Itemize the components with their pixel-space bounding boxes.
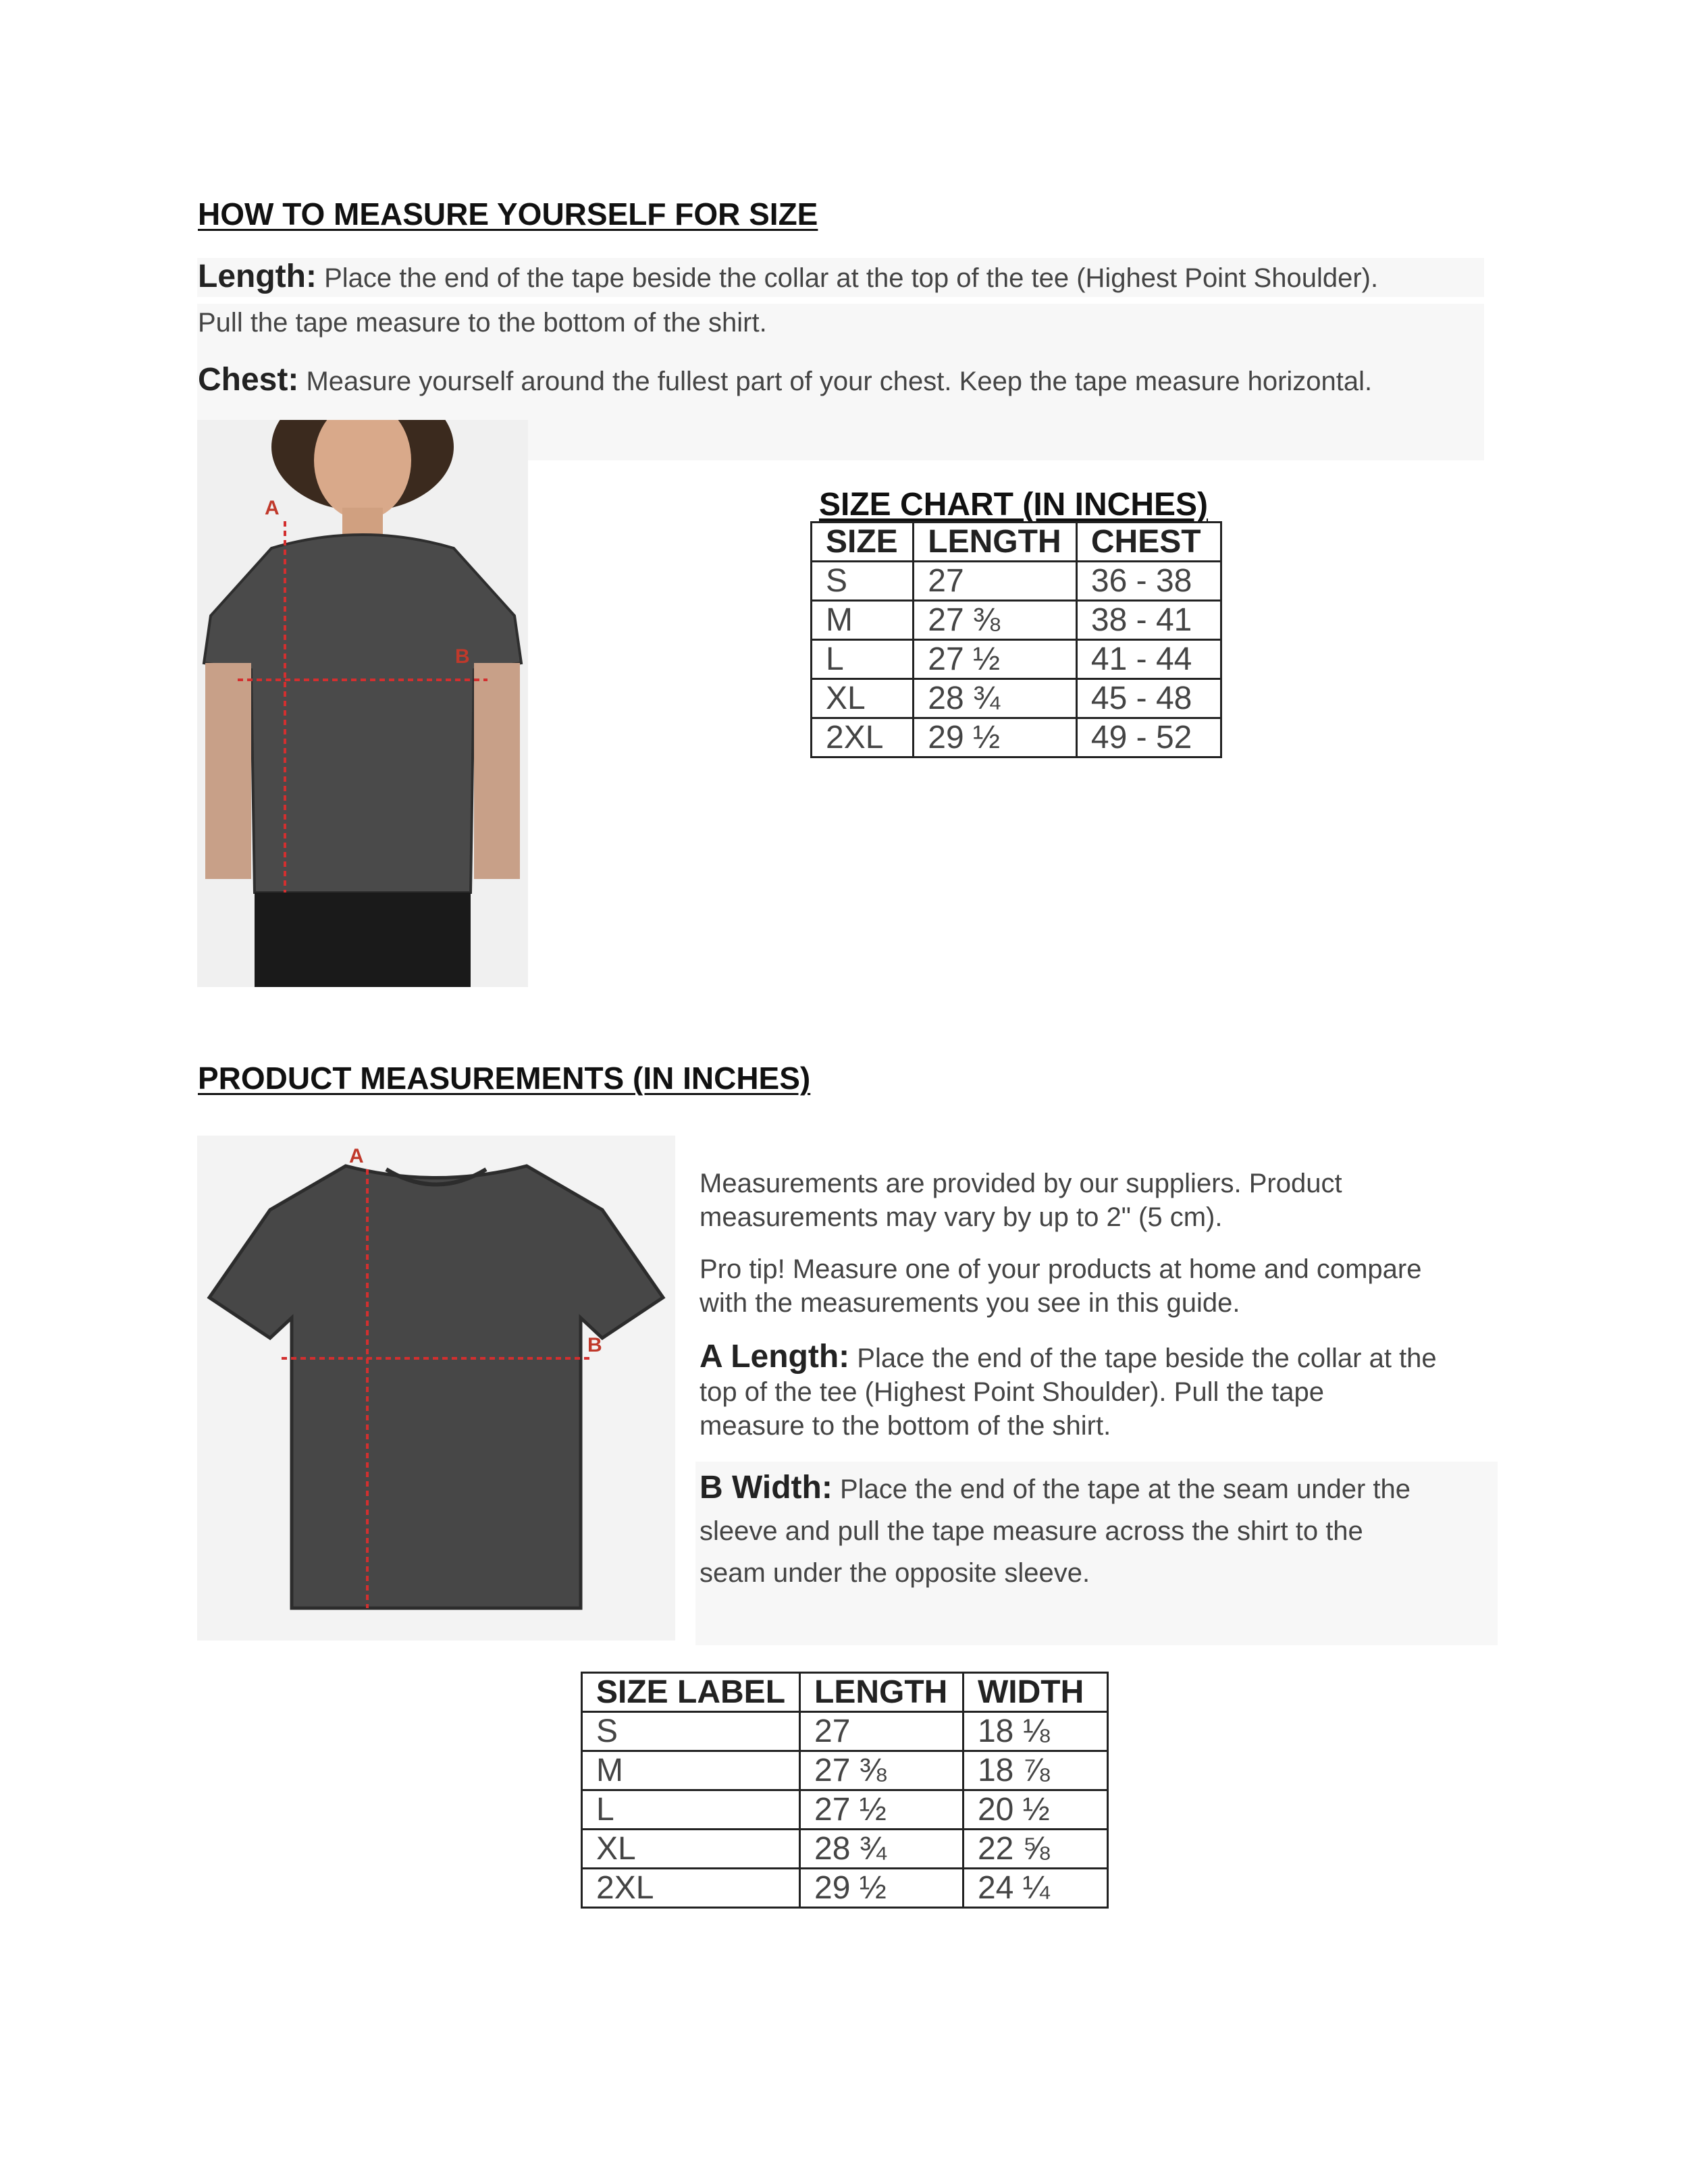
pro-tip	[700, 1252, 1421, 1320]
table-cell: 27	[914, 562, 1077, 601]
b-width-line3: seam under the opposite sleeve.	[700, 1558, 1090, 1588]
supplier-note	[700, 1167, 1342, 1234]
a-length-instruction	[700, 1340, 1437, 1443]
size-chart-title: SIZE CHART (IN INCHES)	[819, 487, 1208, 523]
table-cell: M	[812, 601, 914, 640]
table-row	[582, 1712, 1108, 1751]
table-header-cell: LENGTH	[914, 523, 1077, 562]
table-cell: S	[582, 1712, 800, 1751]
model-tshirt-illustration	[197, 420, 528, 987]
b-width-line1: Place the end of the tape at the seam under the	[839, 1474, 1410, 1504]
table-cell: 18 ⅛	[963, 1712, 1107, 1751]
chest-instruction	[198, 363, 1372, 398]
section-title-product-measurements: PRODUCT MEASUREMENTS (IN INCHES)	[198, 1061, 811, 1096]
table-cell: 2XL	[582, 1869, 800, 1908]
table-cell: L	[582, 1790, 800, 1830]
table-row	[582, 1830, 1108, 1869]
table-cell: 20 ½	[963, 1790, 1107, 1830]
table-row	[582, 1790, 1108, 1830]
flat-tshirt-illustration	[197, 1136, 675, 1641]
table-cell: S	[812, 562, 914, 601]
table-row	[582, 1869, 1108, 1908]
table-cell: 29 ½	[800, 1869, 964, 1908]
chest-text: Measure yourself around the fullest part of your chest. Keep the tape measure horizontal.	[306, 367, 1373, 396]
b-width-label: B Width:	[700, 1470, 833, 1506]
table-cell: 27 ½	[800, 1790, 964, 1830]
table-row	[812, 718, 1221, 757]
table-cell: 28 ¾	[800, 1830, 964, 1869]
table-header-row	[812, 523, 1221, 562]
flat-marker-b: B	[587, 1334, 602, 1356]
pro-tip-line2: with the measurements you see in this guide.	[700, 1288, 1240, 1318]
table-cell: 27 ½	[914, 640, 1077, 679]
length-text-2: Pull the tape measure to the bottom of the shirt.	[198, 308, 767, 338]
table-cell: 45 - 48	[1076, 679, 1221, 718]
model-marker-a: A	[265, 497, 280, 519]
b-width-line2: sleeve and pull the tape measure across the shirt to the	[700, 1516, 1363, 1546]
table-row	[812, 562, 1221, 601]
a-length-line3: measure to the bottom of the shirt.	[700, 1411, 1111, 1441]
length-text-1: Place the end of the tape beside the collar at the top of the tee (Highest Point Shoulder).	[324, 263, 1379, 293]
a-length-line2: top of the tee (Highest Point Shoulder). Pull the tape	[700, 1377, 1325, 1407]
table-cell: 27 ⅜	[800, 1751, 964, 1790]
table-cell: 36 - 38	[1076, 562, 1221, 601]
length-label: Length:	[198, 259, 317, 294]
table-cell: 27 ⅜	[914, 601, 1077, 640]
product-measurements-table	[581, 1672, 1109, 1909]
chest-label: Chest:	[198, 362, 299, 398]
table-cell: 29 ½	[914, 718, 1077, 757]
table-cell: XL	[812, 679, 914, 718]
model-photo	[197, 420, 528, 987]
table-cell: 28 ¾	[914, 679, 1077, 718]
table-cell: 38 - 41	[1076, 601, 1221, 640]
size-chart-table	[810, 521, 1222, 758]
section-title-measure-yourself: HOW TO MEASURE YOURSELF FOR SIZE	[198, 196, 818, 232]
table-cell: L	[812, 640, 914, 679]
flat-marker-a: A	[349, 1145, 364, 1167]
table-cell: 24 ¼	[963, 1869, 1107, 1908]
supplier-note-line1: Measurements are provided by our suppliers. Product	[700, 1169, 1342, 1198]
table-header-cell: CHEST	[1076, 523, 1221, 562]
a-length-line1: Place the end of the tape beside the collar at the	[857, 1343, 1437, 1373]
a-length-label: A Length:	[700, 1339, 850, 1375]
table-cell: 22 ⅝	[963, 1830, 1107, 1869]
table-cell: 27	[800, 1712, 964, 1751]
table-header-cell: LENGTH	[800, 1673, 964, 1712]
table-row	[812, 679, 1221, 718]
length-instruction-line1	[198, 260, 1378, 295]
table-cell: 18 ⅞	[963, 1751, 1107, 1790]
table-cell: M	[582, 1751, 800, 1790]
table-cell: 49 - 52	[1076, 718, 1221, 757]
b-width-instruction	[700, 1467, 1410, 1594]
table-cell: 2XL	[812, 718, 914, 757]
table-row	[582, 1751, 1108, 1790]
table-header-cell: SIZE	[812, 523, 914, 562]
flat-tee-photo	[197, 1136, 675, 1641]
supplier-note-line2: measurements may vary by up to 2" (5 cm).	[700, 1202, 1223, 1232]
table-header-cell: WIDTH	[963, 1673, 1107, 1712]
table-row	[812, 601, 1221, 640]
table-cell: 41 - 44	[1076, 640, 1221, 679]
table-header-cell: SIZE LABEL	[582, 1673, 800, 1712]
table-cell: XL	[582, 1830, 800, 1869]
table-header-row	[582, 1673, 1108, 1712]
table-row	[812, 640, 1221, 679]
pro-tip-line1: Pro tip! Measure one of your products at home and compare	[700, 1254, 1422, 1284]
model-marker-b: B	[455, 645, 470, 668]
